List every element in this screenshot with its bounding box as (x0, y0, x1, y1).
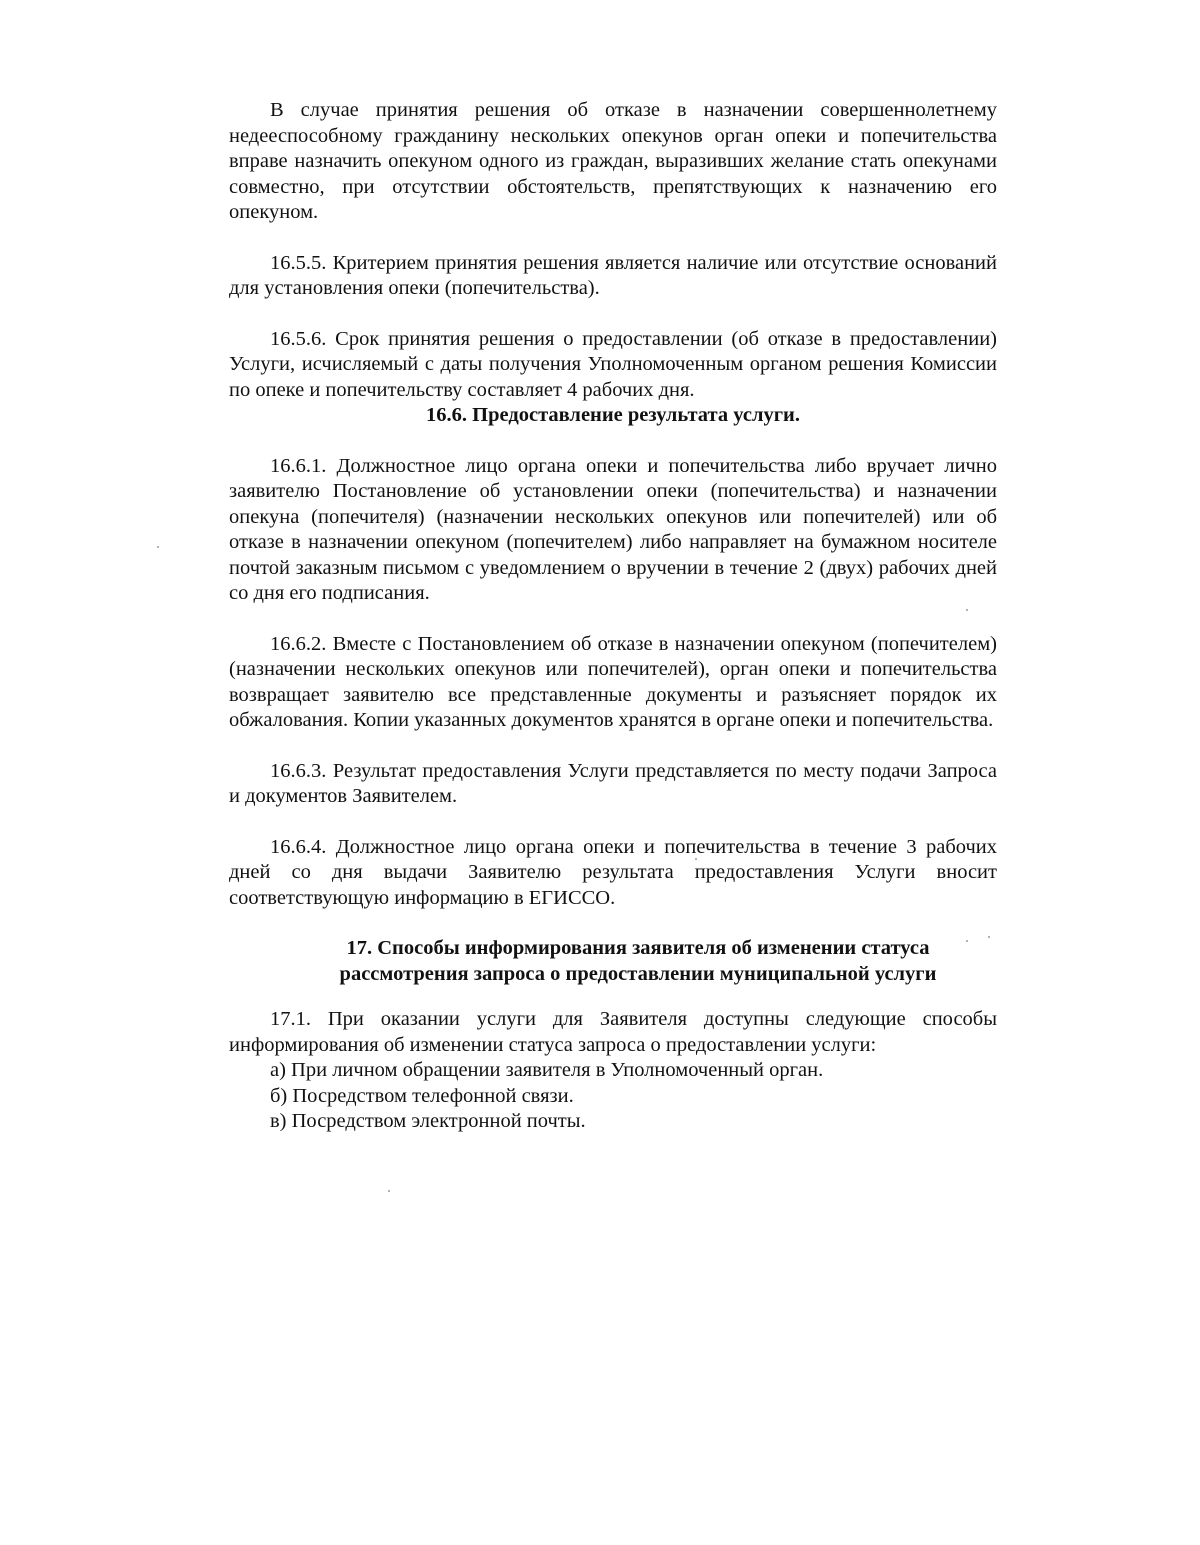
scan-speck (157, 546, 159, 548)
scan-speck (988, 936, 990, 938)
paragraph-16-6-1: 16.6.1. Должностное лицо органа опеки и попечительства либо вручает лично заявителю Постановление об установлении опеки (попечительства) и назначении опекуна (попечителя) (назначении нескольких опекунов или попечителей) или об отказе в назначении опекуном (попечителем) либо направляет на бумажном носителе почтой заказным письмом с уведомлением о вручении в течение 2 (двух) рабочих дней со дня его подписания. (229, 454, 997, 604)
list-item: в) Посредством электронной почты. (270, 1110, 586, 1132)
section-heading-17-line-1: 17. Способы информирования заявителя об изменении статуса (346, 937, 930, 959)
paragraph-16-5-5: 16.5.5. Критерием принятия решения является наличие или отсутствие оснований для установления опеки (попечительства). (229, 251, 997, 299)
paragraph-17-1: 17.1. При оказании услуги для Заявителя доступны следующие способы информирования об изменении статуса запроса о предоставлении услуги: (229, 1008, 997, 1056)
scan-speck (695, 858, 697, 860)
list-item: а) При личном обращении заявителя в Уполномоченный орган. (270, 1059, 824, 1081)
section-heading-16-6: 16.6. Предоставление результата услуги. (426, 404, 800, 426)
paragraph-16-5-6: 16.5.6. Срок принятия решения о предоставлении (об отказе в предоставлении) Услуги, исчисляемый с даты получения Уполномоченным органом решения Комиссии по опеке и попечительству составляет 4 рабочих дня. (229, 327, 997, 401)
paragraph-16-6-3: 16.6.3. Результат предоставления Услуги представляется по месту подачи Запроса и документов Заявителем. (229, 759, 997, 807)
paragraph-refusal-multiple-guardians: В случае принятия решения об отказе в назначении совершеннолетнему недееспособному гражданину нескольких опекунов орган опеки и попечительства вправе назначить опекуном одного из граждан, выразивших желание стать опекунами совместно, при отсутствии обстоятельств, препятствующих к назначению его опекуном. (229, 99, 997, 223)
section-heading-17 (229, 936, 997, 987)
list-item: б) Посредством телефонной связи. (270, 1084, 574, 1107)
document-page (229, 98, 997, 1135)
paragraph-16-6-4: 16.6.4. Должностное лицо органа опеки и попечительства в течение 3 рабочих дней со дня выдачи Заявителю результата предоставления Услуги вносит соответствующую информацию в ЕГИССО. (229, 835, 997, 909)
scan-speck (966, 609, 968, 611)
section-heading-17-line-2: рассмотрения запроса о предоставлении муниципальной услуги (339, 962, 937, 985)
notification-methods-list (229, 1058, 997, 1135)
scan-speck (966, 940, 968, 942)
scan-speck (388, 1190, 390, 1192)
paragraph-16-6-2: 16.6.2. Вместе с Постановлением об отказе в назначении опекуном (попечителем) (назначении нескольких опекунов или попечителей), орган опеки и попечительства возвращает заявителю все представленные документы и разъясняет порядок их обжалования. Копии указанных документов хранятся в органе опеки и попечительства. (229, 632, 997, 731)
